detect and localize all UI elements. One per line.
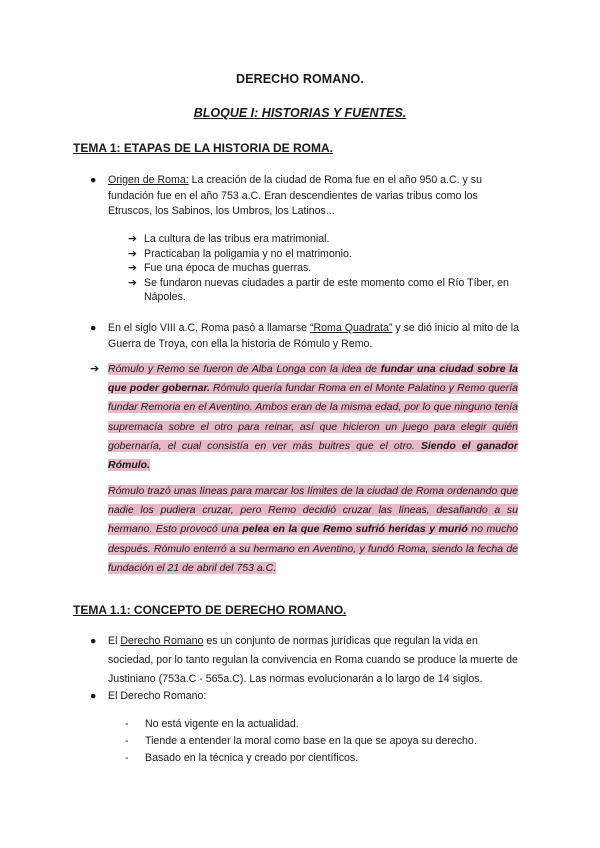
arrow-icon: ➔ [90,363,100,375]
bullet-icon: ● [90,322,97,334]
document-title: DERECHO ROMANO. [236,72,364,86]
origen-text: La creación de la ciudad de Roma fue en el año 950 a.C. y su fundación fue en el año 753 a.C. Eran descendientes de varias tribus como los Etruscos, los Sabinos, los Umbros, los Latinos... [108,174,482,217]
dash-icon: - [125,718,129,730]
list-item: ➔ La cultura de las tribus era matrimonial. [128,233,330,245]
highlight-paragraph-romulo-remo: Rómulo y Remo se fueron de Alba Longa con la idea de fundar una ciudad sobre la que poder gobernar. Rómulo quería fundar Roma en el Monte Palatino y Remo quería fundar Remoria en el Aventino. Ambos eran de la misma edad, por lo que ninguno tenía supremacía sobre el otro para reinar, así que hicieron un juego para elegir quién gobernaría, el cual consistía en ver más buitres que el otro. Siendo el ganador Rómulo. [108,363,519,472]
dash-list [125,716,525,767]
list-item: - Tiende a entender la moral como base en la que se apoya su derecho. [125,733,525,750]
document-page: DERECHO ROMANO. BLOQUE I: HISTORIAS Y FUENTES. TEMA 1: ETAPAS DE LA HISTORIA DE ROMA. ● Origen de Roma: La creación de la ciudad de Roma fue en el año 950 a.C. y su fundación fue en el año 753 a.C. Eran descendientes de varias tribus como los Etruscos, los Sabinos, los Umbros, los Latinos... ➔ La cultura de las tribus era matrimonial. ➔ Practicaban la poligamia y no el matrimonio. ➔ Fue una época de muchas guerras. ➔ Se fundaron nuevas ciudades a partir de este momento como el Río Tíber, en Nápoles. ● En el siglo VIII a.C, Roma pasó a llamarse “Roma Quadrata” y se dió inicio al mito de la Guerra de Troya, con ella la historia de Rómulo y Remo. ➔ Rómulo y Remo se fueron de Alba Longa con la idea de fundar una ciudad sobre la que poder gobernar. Rómulo quería fundar Roma en el Monte Palatino y Remo quería fundar Remoria en el Aventino. Ambos eran de la misma edad, por lo que ninguno tenía supremacía sobre el otro para reinar, así que hicieron un juego para elegir quién gobernaría, el cual consistía en ver más buitres que el otro. Siendo el ganador Rómulo. Rómulo trazó unas líneas para marcar los límites de la ciudad de Roma ordenando que nadie los pudiera cruzar, pero Remo decidió cruzar las líneas, desafiando a su hermano. Esto provocó una pelea en la que Remo sufrió heridas y murió no mucho después. Rómulo enterró a su hermano en Aventino, y fundó Roma, siendo la fecha de fundación el 21 de abril del 753 a.C. TEMA 1.1: CONCEPTO DE DERECHO ROMANO. ● El Derecho Romano es un conjunto de normas jurídicas que regulan la vida en sociedad, por lo tanto regulan la convivencia en Roma cuando se produce la muerte de Justiniano (753a.C - 565a.C). Las normas evolucionarán a lo largo de 14 siglos. ● El Derecho Romano: - No está vigente en la actualidad. - Tiende a entender la moral como base en la que se apoya su derecho. - Basado en la técnica y creado por científicos. [0,0,600,848]
highlight-paragraph-fundacion: Rómulo trazó unas líneas para marcar los límites de la ciudad de Roma ordenando que nadie los pudiera cruzar, pero Remo decidió cruzar las líneas, desafiando a su hermano. Esto provocó una pelea en la que Remo sufrió heridas y murió no mucho después. Rómulo enterró a su hermano en Aventino, y fundó Roma, siendo la fecha de fundación el 21 de abril del 753 a.C. [108,485,519,574]
origen-label: Origen de Roma: [108,174,189,186]
arrow-list [128,232,538,305]
list-item: - Basado en la técnica y creado por científicos. [125,750,525,767]
section-heading-tema-1: TEMA 1: ETAPAS DE LA HISTORIA DE ROMA. [73,141,334,155]
arrow-icon: ➔ [128,247,137,260]
list-item: ➔ Fue una época de muchas guerras. [128,262,312,274]
dash-icon: - [125,752,129,764]
arrow-icon: ➔ [128,262,137,274]
roma-quadrata-term: “Roma Quadrata” [309,322,393,334]
arrow-icon: ➔ [128,276,137,289]
bullet-icon: ● [90,635,97,647]
block-subtitle: BLOQUE I: HISTORIAS Y FUENTES. [193,106,407,120]
bullet-icon: ● [90,690,97,702]
list-item: ➔ Se fundaron nuevas ciudades a partir de este momento como el Río Tíber, en Nápoles. [128,276,509,303]
bullet-icon: ● [90,174,97,186]
derecho-romano-term: Derecho Romano [120,635,204,647]
list-item: - No está vigente en la actualidad. [125,716,525,733]
arrow-icon: ➔ [128,233,137,245]
list-item: ➔ Practicaban la poligamia y no el matrimonio. [128,247,352,260]
dash-icon: - [125,735,129,747]
section-heading-tema-1-1: TEMA 1.1: CONCEPTO DE DERECHO ROMANO. [73,603,347,617]
